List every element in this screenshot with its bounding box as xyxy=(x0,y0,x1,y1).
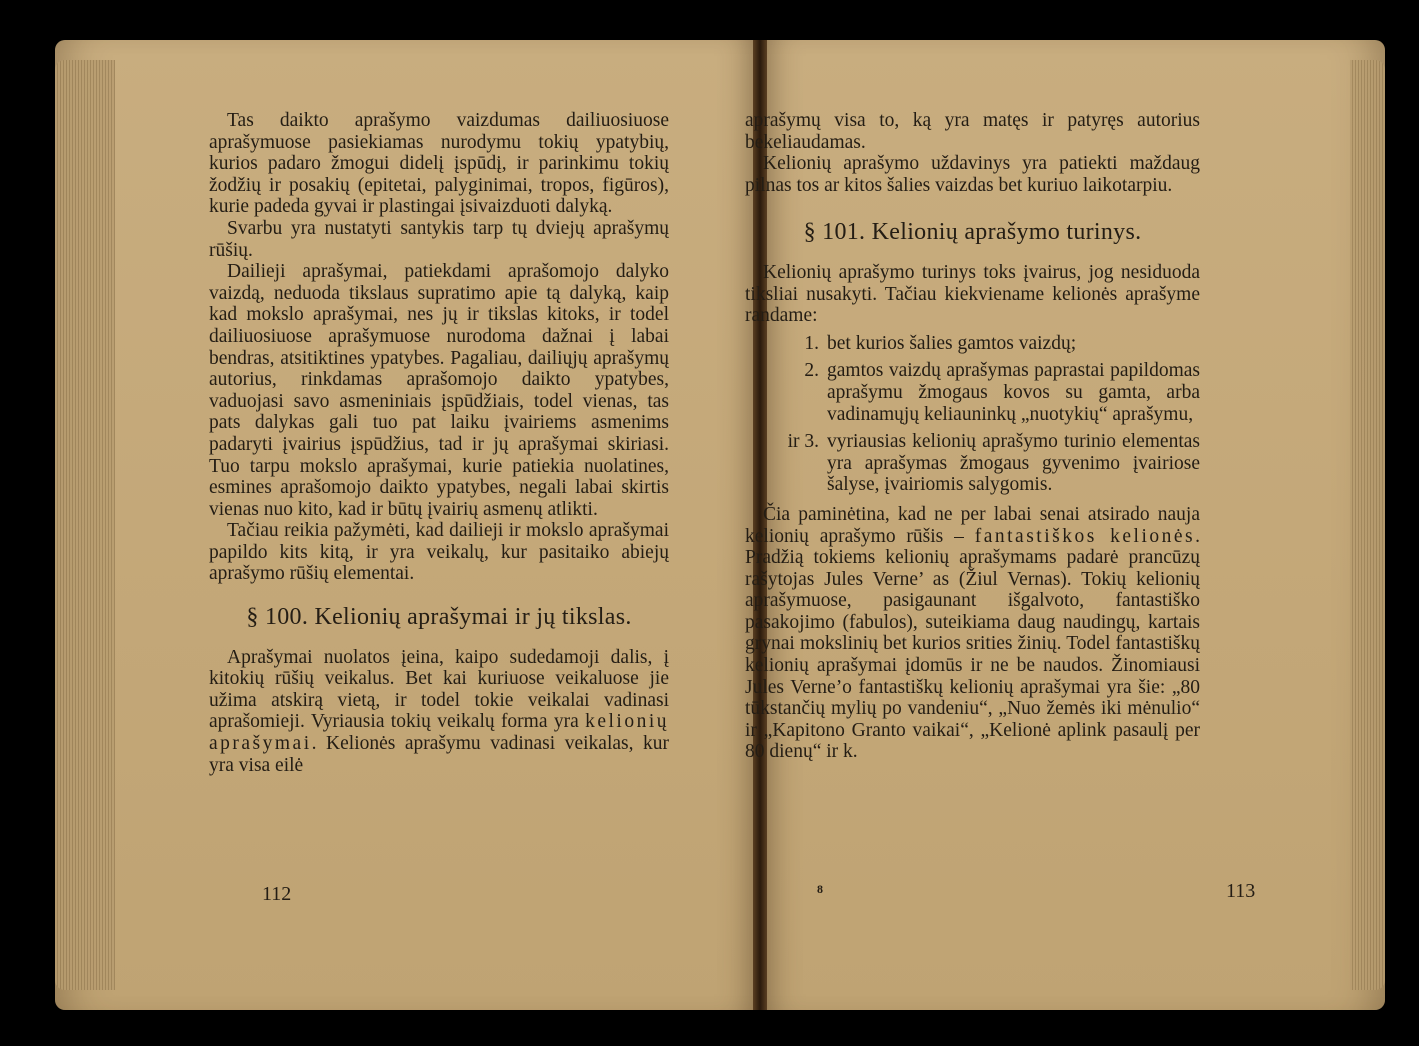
paragraph-continuation: aprašymų visa to, ką yra matęs ir patyręs autorius bekeliaudamas. xyxy=(745,110,1200,153)
signature-mark: 8 xyxy=(817,882,823,896)
paragraph xyxy=(745,504,1200,763)
list-number: 2. xyxy=(804,360,819,382)
section-heading-101: § 101. Kelionių aprašymo turinys. xyxy=(803,219,1142,246)
paragraph: Dailieji aprašymai, patiekdami aprašomojo dalyko vaizdą, neduoda tikslaus supratimo apie tą dalyką, kaip kad mokslo aprašymai, nes jų ir tikslas kitoks, ir todel dailiuosiuose aprašymuose nurodoma dažnai į labai bendras, atsitiktines ypatybes. Pagaliau, dailiųjų aprašymų autorius, rinkdamas aprašomojo daikto ypatybes, vaduojasi savo asmeniniais įspūdžiais, todel vienas, tas pats dalykas gali tuo pat laiku įvairiems asmenims padaryti įvairius įspūdžius, tad ir jų aprašymai skiriasi. Tuo tarpu mokslo aprašymai, kurie patiekia nuolatines, esmines aprašomojo daikto ypatybes, negali labai skirtis vienas nuo kito, kad ir būtų įvairių asmenų atlikti. xyxy=(209,261,669,520)
paragraph: Kelionių aprašymo turinys toks įvairus, jog nesiduoda tiksliai nusakyti. Tačiau kiekviename kelionės aprašyme randame: xyxy=(745,261,1200,327)
list-item xyxy=(745,360,1200,425)
list-item xyxy=(745,333,1200,355)
list-text: bet kurios šalies gamtos vaizdų; xyxy=(827,332,1077,354)
list-number: ir 3. xyxy=(787,431,819,453)
spaced-emphasis: fantastiškos kelionės xyxy=(974,525,1196,547)
page-number-left: 112 xyxy=(262,883,292,905)
list-number: 1. xyxy=(804,332,819,354)
paragraph: Tačiau reikia pažymėti, kad dailieji ir mokslo aprašymai papildo kits kitą, ir yra veikalų, kur pasitaiko abiejų aprašymo rūšių elementai. xyxy=(209,520,669,585)
content-list xyxy=(745,333,1200,496)
page-edges-left xyxy=(55,60,115,990)
text-run: Čia paminėtina, kad ne per labai senai atsirado nauja kelionių aprašymo rūšis – xyxy=(745,503,1200,547)
paragraph: Svarbu yra nustatyti santykis tarp tų dviejų aprašymų rūšių. xyxy=(209,217,669,261)
page-number-right: 113 xyxy=(1226,880,1256,902)
list-text: gamtos vaizdų aprašymas paprastai papildomas aprašymu žmogaus kovos su gamta, arba vadinamųjų keliauninkų „nuotykių“ aprašymu, xyxy=(827,360,1200,425)
left-text-column xyxy=(209,110,669,776)
section-heading-100: § 100. Kelionių aprašymai ir jų tikslas. xyxy=(246,604,632,631)
paragraph: Tas daikto aprašymo vaizdumas dailiuosiuose aprašymuose pasiekiamas nurodymu tokių ypatybių, kurios padaro žmogui didelį įspūdį, ir parinkimu tokių žodžių ir posakių (epitetai, palyginimai, tropos, figūros), kurie padeda gyvai ir plastingai įsivaizduoti dalyką. xyxy=(209,110,669,218)
text-run: . Kelionės aprašymu vadinasi veikalas, kur yra visa eilė xyxy=(209,733,669,776)
text-run: . Pradžią tokiems kelionių aprašymams padarė prancūzų rašytojas Jules Verne’ as (Žiul Vernas). Tokių kelionių aprašymuose, pasigaunant išgalvoto, fantastiško pasakojimo (fabulos), suteikiama daug naudingų, kartais grynai mokslinių bet kurios srities žinių. Todel fantastiškų kelionių aprašymai įdomūs ir ne be naudos. Žinomiausi Jules Verne’o fantastiškų kelionių aprašymai yra šie: „80 tūkstančių mylių po vandeniu“, „Nuo žemės iki mėnulio“ ir „Kapitono Granto vaikai“, „Kelionė aplink pasaulį per 80 dienų“ ir k. xyxy=(745,525,1201,763)
paragraph xyxy=(209,647,669,777)
paragraph: Kelionių aprašymo uždavinys yra patiekti maždaug pilnas tos ar kitos šalies vaizdas bet kuriuo laikotarpiu. xyxy=(745,153,1200,196)
list-item xyxy=(745,431,1200,496)
spaced-emphasis: kelionių aprašymai xyxy=(209,711,669,755)
list-text: vyriausias kelionių aprašymo turinio elementas yra aprašymas žmogaus gyvenimo įvairiose šalyse, įvairiomis salygomis. xyxy=(827,431,1200,496)
text-run: Aprašymai nuolatos įeina, kaipo sudedamoji dalis, į kitokių rūšių veikalus. Bet kai kuriuose veikaluose jie užima atskirą vietą, ir todel tokie veikalai vadinasi aprašomieji. Vyriausia tokių veikalų forma yra xyxy=(209,646,669,733)
page-edges-right xyxy=(1350,60,1385,990)
right-text-column xyxy=(745,110,1200,763)
